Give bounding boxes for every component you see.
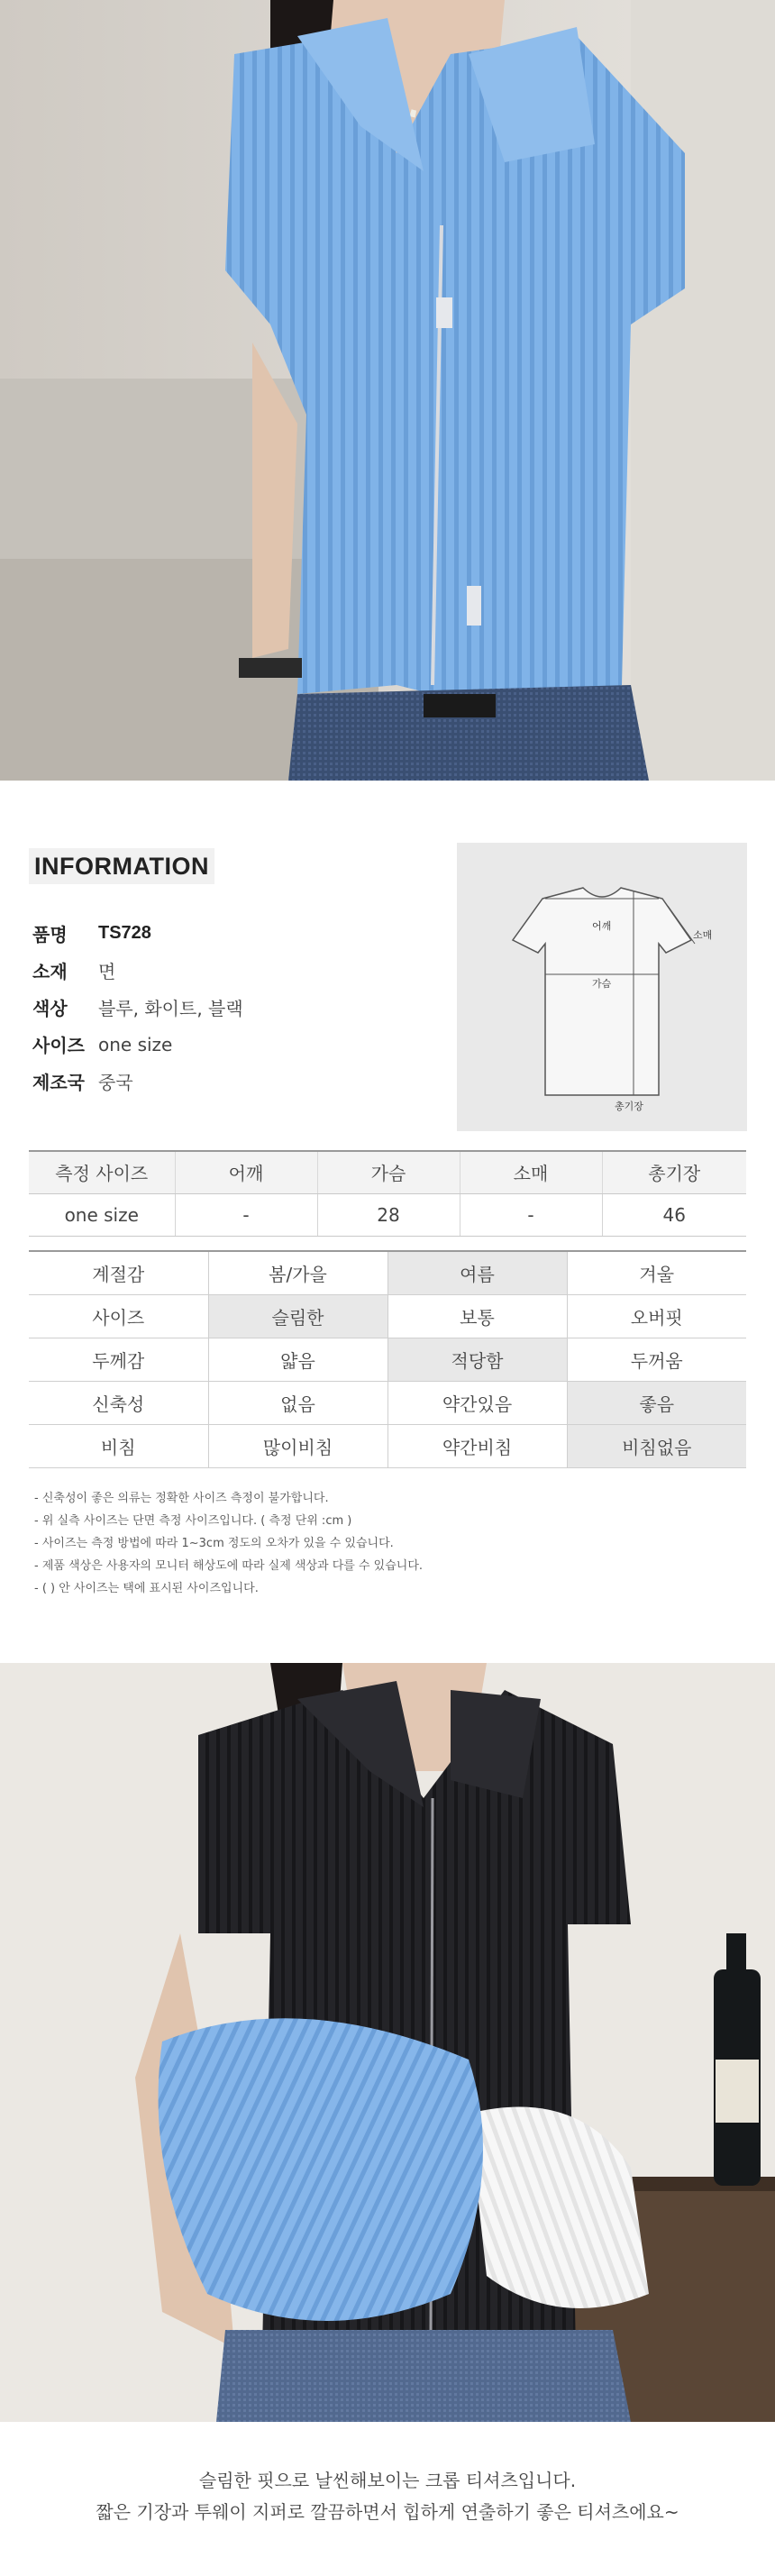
product-photo-black-knit	[0, 1663, 775, 2422]
size-cell: -	[175, 1193, 317, 1236]
feel-label: 두께감	[29, 1338, 208, 1381]
size-header-cell: 총기장	[602, 1151, 746, 1193]
tshirt-outline-icon	[513, 888, 691, 1095]
diagram-label-chest: 가슴	[592, 978, 612, 990]
note-line: - 사이즈는 측정 방법에 따라 1~3cm 정도의 오차가 있을 수 있습니다.	[34, 1537, 394, 1550]
size-diagram	[457, 843, 747, 1131]
feel-option: 봄/가을	[208, 1251, 388, 1294]
feel-option-selected: 비침없음	[567, 1424, 746, 1467]
size-header-cell: 소매	[460, 1151, 602, 1193]
feel-row-season	[29, 1251, 746, 1294]
note-line: - 위 실측 사이즈는 단면 측정 사이즈입니다. ( 측정 단위 :cm )	[34, 1514, 352, 1528]
spec-row-color	[32, 989, 243, 1026]
feel-option: 오버핏	[567, 1294, 746, 1338]
spec-value: TS728	[98, 923, 151, 943]
product-caption	[0, 2465, 775, 2528]
spec-row-origin	[32, 1063, 243, 1100]
spec-row-size	[32, 1026, 243, 1063]
feel-option: 보통	[388, 1294, 567, 1338]
feel-option: 겨울	[567, 1251, 746, 1294]
spec-key: 사이즈	[32, 1035, 85, 1056]
note-line: - ( ) 안 사이즈는 택에 표시된 사이즈입니다.	[34, 1582, 259, 1595]
feel-row-stretch	[29, 1381, 746, 1424]
feel-option-selected: 좋음	[567, 1381, 746, 1424]
feel-option: 두꺼움	[567, 1338, 746, 1381]
information-heading: INFORMATION	[29, 848, 214, 884]
diagram-label-shoulder: 어깨	[592, 920, 612, 932]
diagram-label-sleeve: 소매	[693, 929, 713, 941]
feel-option: 많이비침	[208, 1424, 388, 1467]
spec-list	[32, 915, 243, 1100]
size-header-cell: 가슴	[317, 1151, 460, 1193]
diagram-label-length: 총기장	[615, 1101, 643, 1112]
feel-row-fit	[29, 1294, 746, 1338]
size-cell: 28	[317, 1193, 460, 1236]
fabric-feel-table	[29, 1250, 746, 1468]
feel-row-thickness	[29, 1338, 746, 1381]
caption-line: 짧은 기장과 투웨이 지퍼로 깔끔하면서 힙하게 연출하기 좋은 티셔츠에요~	[96, 2501, 679, 2523]
feel-label: 신축성	[29, 1381, 208, 1424]
size-table-row	[29, 1193, 746, 1236]
size-cell: one size	[29, 1193, 175, 1236]
size-notes	[34, 1487, 423, 1600]
spec-row-product-name	[32, 915, 243, 952]
size-table	[29, 1150, 746, 1237]
feel-option-selected: 슬림한	[208, 1294, 388, 1338]
size-cell: 46	[602, 1193, 746, 1236]
feel-label: 계절감	[29, 1251, 208, 1294]
feel-option: 없음	[208, 1381, 388, 1424]
feel-option-selected: 여름	[388, 1251, 567, 1294]
feel-option: 얇음	[208, 1338, 388, 1381]
caption-line: 슬림한 핏으로 날씬해보이는 크롭 티셔츠입니다.	[198, 2470, 577, 2491]
spec-value: 중국	[98, 1072, 133, 1093]
feel-option: 약간비침	[388, 1424, 567, 1467]
spec-value: 블루, 화이트, 블랙	[98, 998, 243, 1019]
feel-option: 약간있음	[388, 1381, 567, 1424]
feel-label: 사이즈	[29, 1294, 208, 1338]
spec-key: 품명	[32, 924, 68, 945]
spec-row-material	[32, 952, 243, 989]
feel-label: 비침	[29, 1424, 208, 1467]
size-table-header	[29, 1151, 746, 1193]
spec-key: 제조국	[32, 1072, 85, 1093]
product-photo-blue-knit	[0, 0, 775, 781]
note-line: - 신축성이 좋은 의류는 정확한 사이즈 측정이 불가합니다.	[34, 1492, 329, 1505]
spec-key: 소재	[32, 961, 68, 982]
size-cell: -	[460, 1193, 602, 1236]
spec-value: one size	[98, 1033, 173, 1055]
note-line: - 제품 색상은 사용자의 모니터 해상도에 따라 실제 색상과 다를 수 있습니다.	[34, 1559, 424, 1573]
spec-key: 색상	[32, 998, 68, 1019]
size-header-cell: 측정 사이즈	[29, 1151, 175, 1193]
feel-row-sheerness	[29, 1424, 746, 1467]
size-header-cell: 어깨	[175, 1151, 317, 1193]
spec-value: 면	[98, 961, 116, 982]
feel-option-selected: 적당함	[388, 1338, 567, 1381]
